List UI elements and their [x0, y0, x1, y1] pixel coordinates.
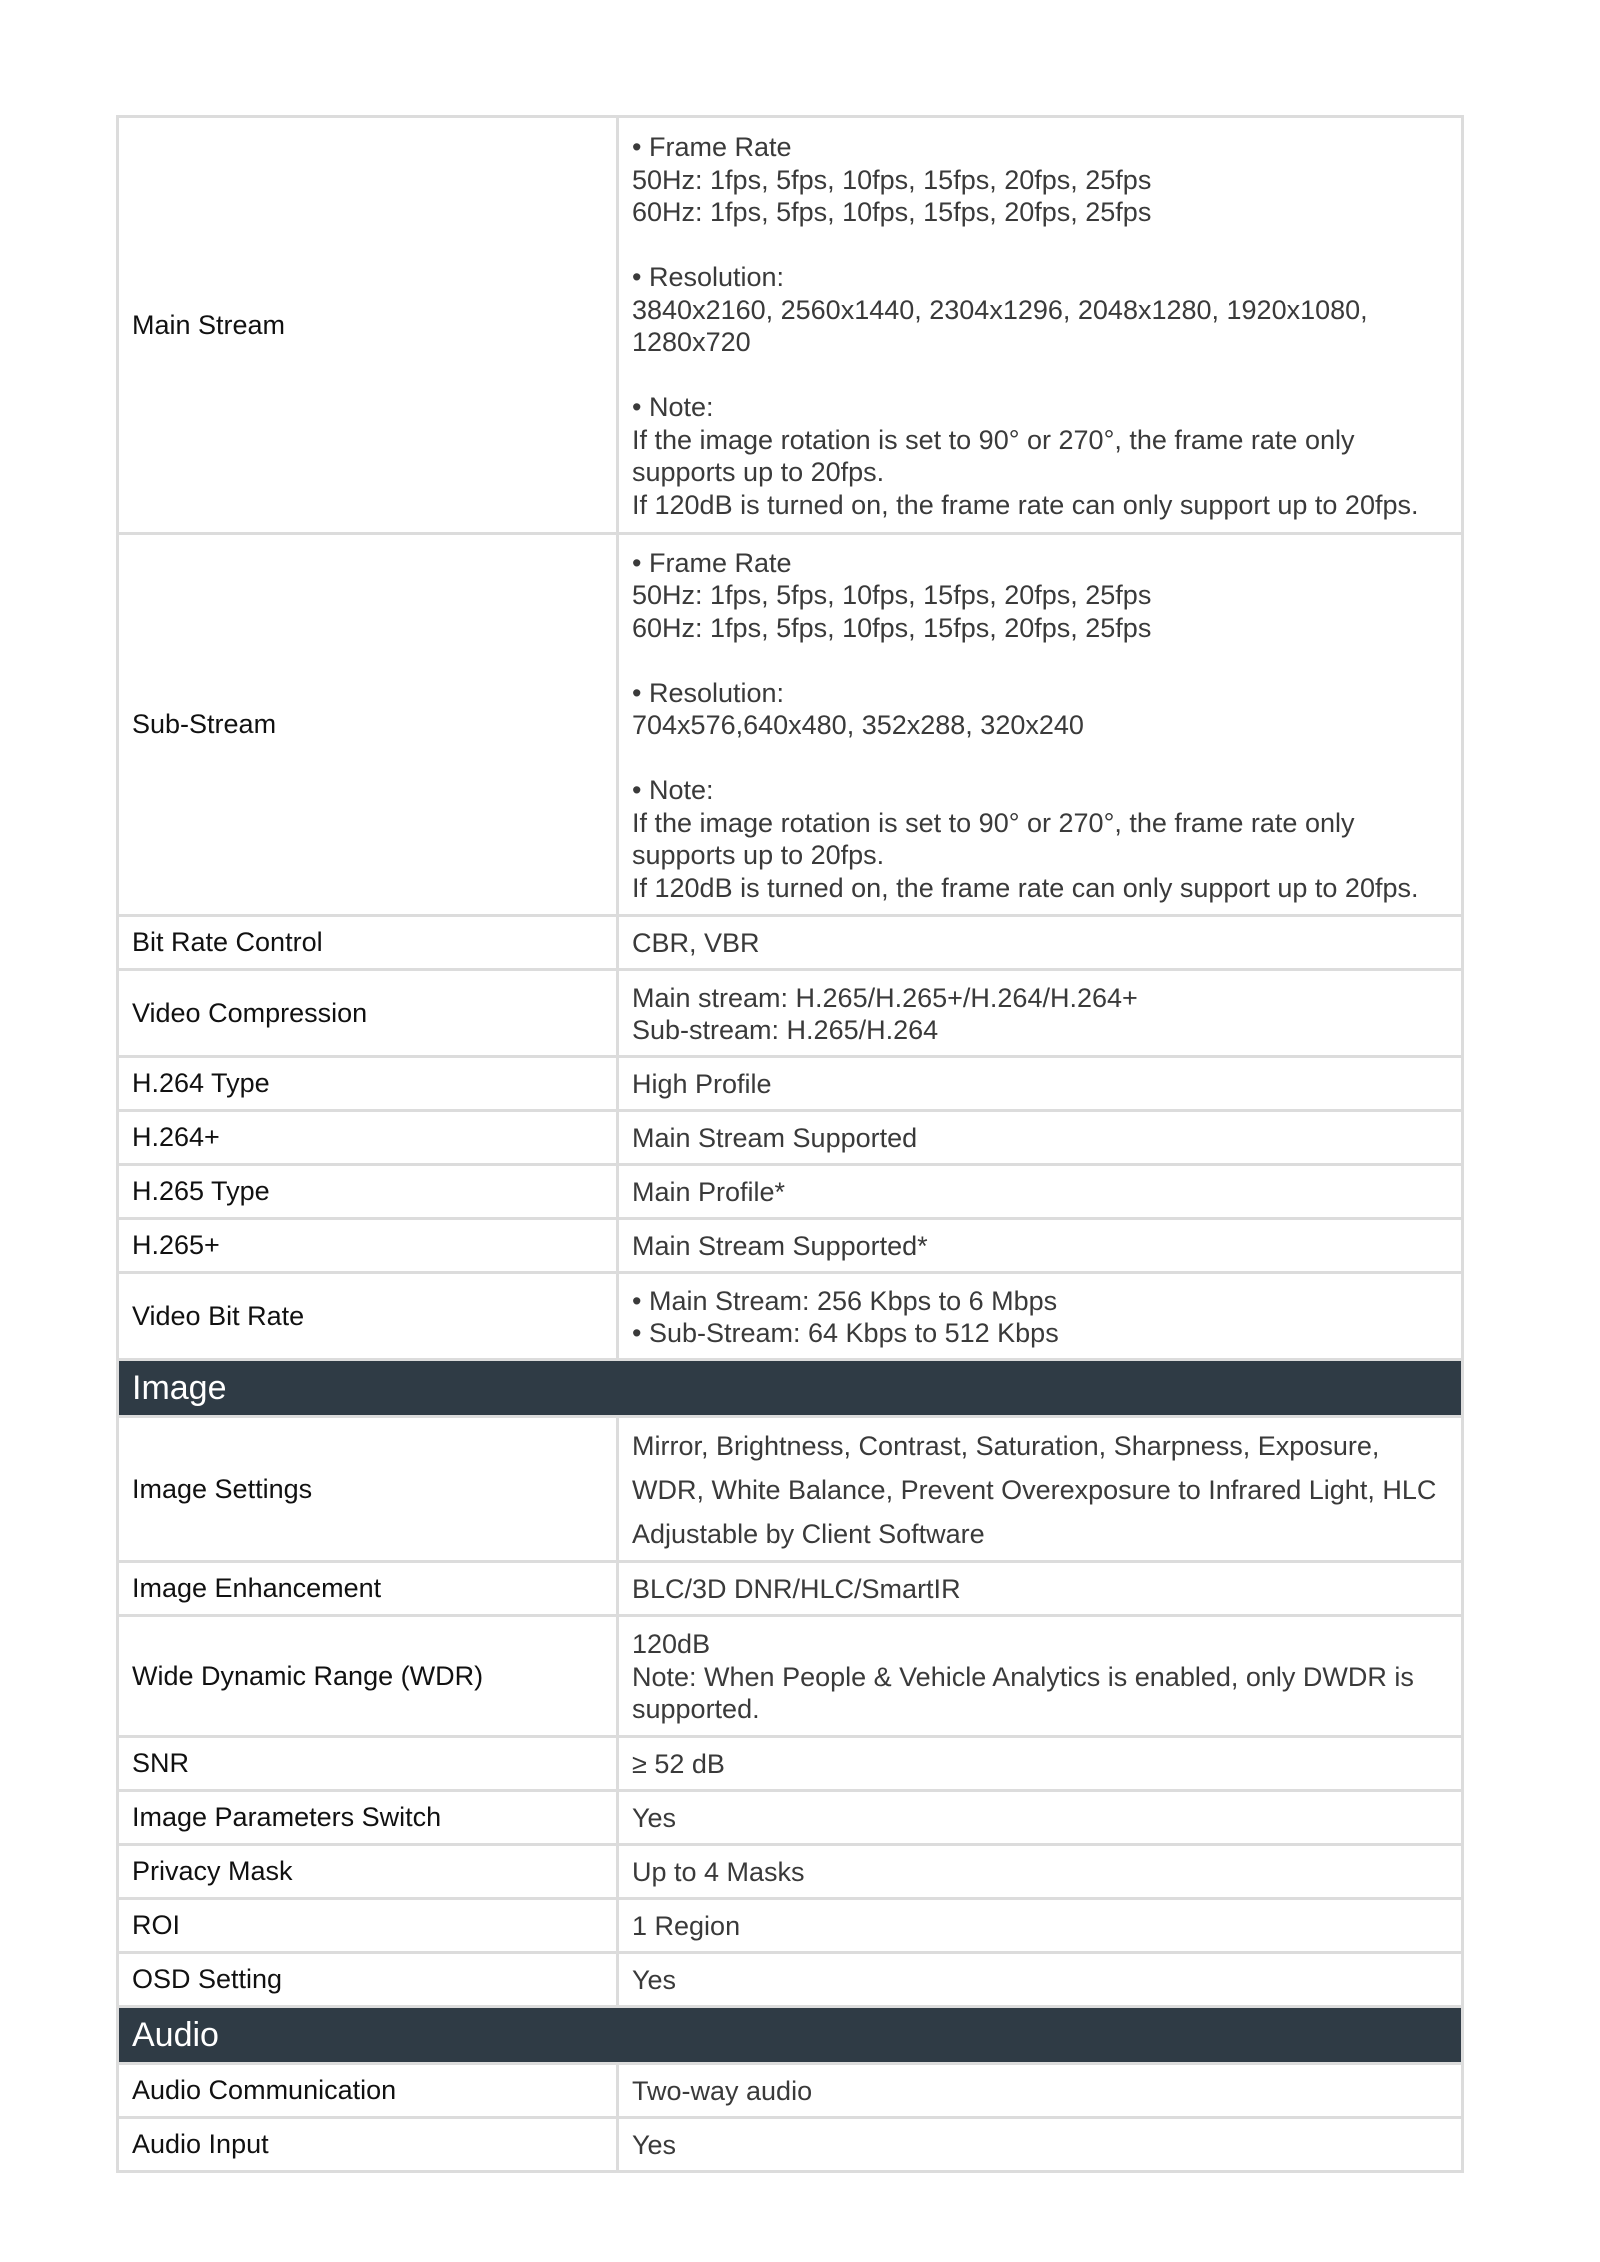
spec-value-line: 1 Region: [632, 1911, 741, 1942]
spec-value-line: supports up to 20fps.: [632, 457, 885, 487]
spec-label: Sub-Stream: [118, 534, 618, 916]
spec-label: H.265 Type: [118, 1165, 618, 1219]
spec-label: Image Settings: [118, 1417, 618, 1562]
spec-label: Video Compression: [118, 970, 618, 1057]
spec-row: [118, 117, 1463, 534]
spec-value-line: 50Hz: 1fps, 5fps, 10fps, 15fps, 20fps, 25fps: [632, 164, 1152, 195]
spec-value-line: BLC/3D DNR/HLC/SmartIR: [632, 1574, 961, 1605]
spec-value-line: • Sub-Stream: 64 Kbps to 512 Kbps: [632, 1318, 1059, 1348]
spec-label: Bit Rate Control: [118, 916, 618, 970]
spec-value-line: Note: When People & Vehicle Analytics is enabled, only DWDR is: [632, 1661, 1414, 1692]
spec-value-line: Up to 4 Masks: [632, 1857, 805, 1888]
spec-row: [118, 1899, 1463, 1953]
spec-row: [118, 1417, 1463, 1562]
spec-value-line: Main stream: H.265/H.265+/H.264/H.264+: [632, 982, 1138, 1013]
spec-row: [118, 534, 1463, 916]
spec-row: [118, 1562, 1463, 1616]
spec-value-line: Yes: [632, 2130, 677, 2161]
spec-value-line: If the image rotation is set to 90° or 270°, the frame rate only: [632, 424, 1355, 455]
spec-value: [618, 1562, 1463, 1616]
spec-value: [618, 1899, 1463, 1953]
spec-value-line: • Resolution:: [632, 677, 785, 708]
spec-label: Video Bit Rate: [118, 1273, 618, 1360]
section-title: Image: [118, 1360, 1463, 1417]
spec-row: [118, 1165, 1463, 1219]
spec-value-line: supported.: [632, 1694, 760, 1725]
spec-value-line: WDR, White Balance, Prevent Overexposure to Infrared Light, HLC: [632, 1475, 1437, 1505]
spec-row: [118, 1616, 1463, 1737]
spec-row: [118, 1219, 1463, 1273]
spec-value-spacer: [632, 742, 1448, 775]
spec-value: [618, 2118, 1463, 2172]
spec-value: [618, 1219, 1463, 1273]
spec-value-line: • Note:: [632, 392, 714, 422]
spec-value: [618, 2064, 1463, 2118]
spec-label: H.264+: [118, 1111, 618, 1165]
spec-label: Privacy Mask: [118, 1845, 618, 1899]
spec-value: [618, 1111, 1463, 1165]
spec-table: [116, 115, 1464, 2173]
spec-value-line: If the image rotation is set to 90° or 270°, the frame rate only: [632, 807, 1355, 838]
spec-value-line: If 120dB is turned on, the frame rate can only support up to 20fps.: [632, 872, 1419, 903]
spec-value: [618, 1737, 1463, 1791]
spec-label: Main Stream: [118, 117, 618, 534]
spec-table-body: [118, 117, 1463, 2172]
spec-label: H.265+: [118, 1219, 618, 1273]
spec-value-line: CBR, VBR: [632, 928, 760, 959]
spec-row: [118, 1273, 1463, 1360]
spec-value: [618, 1616, 1463, 1737]
spec-row: [118, 2064, 1463, 2118]
spec-label: H.264 Type: [118, 1057, 618, 1111]
spec-label: Image Parameters Switch: [118, 1791, 618, 1845]
spec-value: [618, 1417, 1463, 1562]
spec-value-line: supports up to 20fps.: [632, 840, 885, 871]
spec-row: [118, 1057, 1463, 1111]
spec-value-line: Adjustable by Client Software: [632, 1519, 985, 1549]
spec-row: [118, 1737, 1463, 1791]
spec-value-line: If 120dB is turned on, the frame rate can only support up to 20fps.: [632, 489, 1419, 520]
spec-value-line: Sub-stream: H.265/H.264: [632, 1015, 939, 1045]
spec-value: [618, 1953, 1463, 2007]
spec-row: [118, 916, 1463, 970]
spec-value: [618, 916, 1463, 970]
spec-value: [618, 1273, 1463, 1360]
spec-value-line: 3840x2160, 2560x1440, 2304x1296, 2048x1280, 1920x1080,: [632, 294, 1368, 325]
spec-value: [618, 117, 1463, 534]
spec-value-line: 1280x720: [632, 327, 751, 357]
spec-row: [118, 1111, 1463, 1165]
spec-row: [118, 970, 1463, 1057]
spec-value-line: 50Hz: 1fps, 5fps, 10fps, 15fps, 20fps, 25fps: [632, 580, 1152, 611]
spec-value-line: Main Stream Supported: [632, 1123, 918, 1154]
spec-value-line: 120dB: [632, 1629, 711, 1660]
spec-value-line: Main Stream Supported*: [632, 1231, 928, 1262]
spec-value-spacer: [632, 229, 1448, 262]
spec-value-line: Yes: [632, 1965, 677, 1996]
spec-value-spacer: [632, 644, 1448, 677]
spec-row: [118, 1953, 1463, 2007]
spec-label: SNR: [118, 1737, 618, 1791]
spec-row: [118, 1845, 1463, 1899]
spec-label: Image Enhancement: [118, 1562, 618, 1616]
spec-label: Audio Input: [118, 2118, 618, 2172]
spec-value: [618, 970, 1463, 1057]
spec-value: [618, 1791, 1463, 1845]
spec-label: OSD Setting: [118, 1953, 618, 2007]
spec-row: [118, 1791, 1463, 1845]
spec-value-line: • Main Stream: 256 Kbps to 6 Mbps: [632, 1285, 1058, 1316]
section-header-row: [118, 2007, 1463, 2064]
spec-label: Audio Communication: [118, 2064, 618, 2118]
spec-value: [618, 1845, 1463, 1899]
spec-value-spacer: [632, 359, 1448, 392]
spec-value-line: Main Profile*: [632, 1177, 786, 1208]
spec-value-line: High Profile: [632, 1069, 772, 1100]
spec-label: Wide Dynamic Range (WDR): [118, 1616, 618, 1737]
section-header-row: [118, 1360, 1463, 1417]
spec-value: [618, 534, 1463, 916]
spec-value-line: Yes: [632, 1803, 677, 1834]
spec-value: [618, 1057, 1463, 1111]
spec-value-line: ≥ 52 dB: [632, 1749, 725, 1780]
spec-value-line: • Resolution:: [632, 262, 785, 292]
spec-value-line: • Note:: [632, 775, 714, 806]
spec-row: [118, 2118, 1463, 2172]
spec-value-line: • Frame Rate: [632, 132, 792, 162]
spec-value-line: Mirror, Brightness, Contrast, Saturation, Sharpness, Exposure,: [632, 1431, 1380, 1461]
spec-value-line: • Frame Rate: [632, 547, 792, 578]
spec-value-line: 60Hz: 1fps, 5fps, 10fps, 15fps, 20fps, 25fps: [632, 197, 1152, 227]
section-title: Audio: [118, 2007, 1463, 2064]
spec-value-line: Two-way audio: [632, 2076, 813, 2107]
spec-value-line: 60Hz: 1fps, 5fps, 10fps, 15fps, 20fps, 25fps: [632, 612, 1152, 643]
spec-label: ROI: [118, 1899, 618, 1953]
spec-value-line: 704x576,640x480, 352x288, 320x240: [632, 710, 1084, 741]
spec-value: [618, 1165, 1463, 1219]
